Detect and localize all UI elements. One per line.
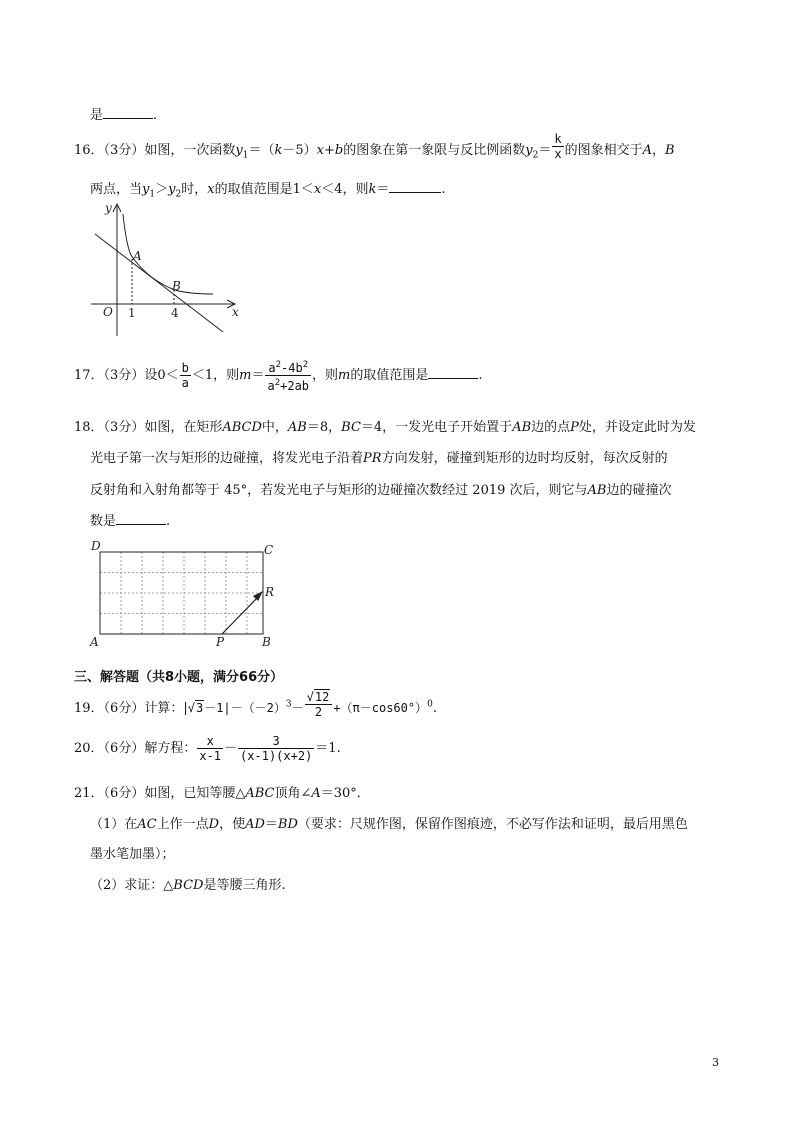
q18-var: AB <box>287 420 307 435</box>
fraction-denominator: x <box>554 147 562 161</box>
q20-score: （6分） <box>103 741 145 756</box>
q16-var: k <box>368 182 377 197</box>
q20-text: 解方程： <box>144 741 197 756</box>
x-axis-label: x <box>232 305 239 319</box>
label-c: C <box>264 543 274 557</box>
q15-text: 是 <box>90 108 104 123</box>
q16-text: 两点，当 <box>90 182 143 197</box>
q17-score: （3分） <box>103 368 145 383</box>
q21-var: A <box>311 786 321 801</box>
q18-text: ＝8， <box>306 420 342 435</box>
q19-text: 计算：| <box>144 701 188 716</box>
q19-text: － <box>291 701 304 715</box>
answer-blank <box>103 106 153 119</box>
label-b: B <box>262 635 271 649</box>
q21-part2 <box>90 874 286 893</box>
q21-var: BCD <box>173 878 204 893</box>
page-number: 3 <box>712 1056 719 1069</box>
q18-rectangle-grid <box>88 538 288 650</box>
sqrt-sign: √ <box>187 701 195 715</box>
q16-text: 时， <box>181 182 208 197</box>
q17-text: ，则 <box>312 368 339 383</box>
q16-text: ＝（ <box>248 143 275 158</box>
q18-text: 边的点 <box>531 420 571 435</box>
q18-var: PR <box>363 451 382 466</box>
path-pr <box>222 595 260 634</box>
q18-text: 如图，在矩形 <box>144 420 223 435</box>
exponent: 2 <box>302 360 309 370</box>
q21-text: （1）在 <box>90 817 138 832</box>
q18-var: BC <box>341 420 361 435</box>
term: a <box>268 361 276 375</box>
q16-text: ＝ <box>538 143 552 158</box>
q21-text: 顶角∠ <box>274 786 312 801</box>
q16-text: －5） <box>282 143 317 158</box>
sqrt-radicand: 3 <box>195 701 204 715</box>
exponent: 2 <box>275 360 282 370</box>
point-a-label: A <box>133 249 142 263</box>
q16-var: b <box>334 143 344 158</box>
q16-var: y <box>525 143 533 158</box>
linear-function-line <box>95 234 223 332</box>
q18-line2 <box>90 447 668 466</box>
fraction-denominator: 2 <box>314 705 323 719</box>
q15-end: . <box>153 108 158 123</box>
fraction-denominator <box>265 376 311 393</box>
q21-number: 21． <box>74 786 104 801</box>
q20-fraction-1 <box>197 734 223 763</box>
q17-end: . <box>478 368 483 383</box>
origin-label: O <box>103 305 113 319</box>
q16-sub: 2 <box>175 189 182 200</box>
q18-var: P <box>570 420 579 435</box>
exponent: 0 <box>427 699 433 710</box>
q16-var: B <box>664 143 675 158</box>
q18-var: AB <box>587 483 607 498</box>
q17-text: 的取值范围是 <box>350 368 429 383</box>
q16-text: ＞ <box>155 182 169 197</box>
q21-score: （6分） <box>103 786 145 801</box>
q21-text: 是等腰三角形. <box>203 878 286 893</box>
q21-part1-line1 <box>90 813 688 832</box>
q18-line3 <box>90 479 672 498</box>
q21-text: 上作一点 <box>156 817 209 832</box>
q16-var: y <box>168 182 176 197</box>
q16-var: x <box>316 143 324 158</box>
q20-fraction-2 <box>238 734 314 763</box>
q18-line1 <box>74 416 696 435</box>
tick-label-4: 4 <box>171 306 179 320</box>
q19-score: （6分） <box>103 701 145 716</box>
q21-var: BD <box>277 817 298 832</box>
q20-text: ＝1. <box>315 741 341 756</box>
q16-score: （3分） <box>103 143 145 158</box>
tick-label-1: 1 <box>128 306 136 320</box>
q18-text: 方向发射，碰撞到矩形的边时均反射，每次反射的 <box>381 451 668 466</box>
term: -4b <box>281 361 303 375</box>
q21-var: ABC <box>245 786 275 801</box>
q21-var: AC <box>137 817 157 832</box>
fraction-denominator: a <box>181 376 189 390</box>
term: +2ab <box>280 379 310 393</box>
q16-sub: 1 <box>149 189 156 200</box>
section-heading: 三、解答题（共8小题，满分66分） <box>74 670 284 685</box>
q19-fraction <box>305 690 333 719</box>
label-r: R <box>265 585 275 599</box>
q18-text: ＝4，一发光电子开始置于 <box>360 420 513 435</box>
q18-var: AB <box>512 420 532 435</box>
label-a: A <box>90 635 99 649</box>
q16-text: 的图象相交于 <box>564 143 643 158</box>
fraction-numerator: k <box>554 132 562 146</box>
fraction-numerator: x <box>197 734 223 749</box>
q17-var: m <box>338 368 351 383</box>
answer-blank <box>389 180 441 193</box>
q21-text: ，使 <box>219 817 246 832</box>
q20-line <box>74 734 341 763</box>
q16-sub: 2 <box>532 150 539 161</box>
q21-part1-line2 <box>90 843 175 862</box>
label-p: P <box>216 635 225 649</box>
fraction-numerator: 3 <box>238 734 314 749</box>
exponent: 3 <box>285 699 292 710</box>
label-d: D <box>91 539 101 553</box>
q18-number: 18． <box>74 420 104 435</box>
q21-text: 如图，已知等腰△ <box>144 786 246 801</box>
q16-var: x <box>313 182 322 197</box>
q21-text: 墨水笔加墨）； <box>90 847 175 862</box>
q16-line1 <box>74 132 675 161</box>
q16-number: 16． <box>74 143 104 158</box>
q16-var: k <box>274 143 283 158</box>
arrow-head <box>253 591 263 601</box>
q18-line4 <box>90 510 170 529</box>
q15-tail <box>90 104 157 123</box>
sqrt-sign: √ <box>306 690 314 704</box>
q19-number: 19． <box>74 701 104 716</box>
q21-var: D <box>208 817 220 832</box>
fraction-numerator <box>305 690 333 705</box>
exponent: 2 <box>274 378 281 388</box>
q19-end: . <box>432 701 437 716</box>
q16-var: y <box>235 143 243 158</box>
fraction-numerator <box>265 358 311 376</box>
q17-var: m <box>239 368 252 383</box>
q18-text: 处，并设定此时为发 <box>578 420 696 435</box>
q21-text: ＝30°． <box>320 786 370 801</box>
q16-text: 的取值范围是1＜ <box>214 182 314 197</box>
q16-graph <box>85 196 250 342</box>
answer-blank <box>428 366 478 379</box>
q17-line <box>74 358 483 393</box>
q17-fraction-m <box>265 358 311 393</box>
fraction-denominator: (x-1)(x+2) <box>240 749 313 763</box>
point-b-label: B <box>172 279 181 293</box>
q17-fraction-ba <box>180 361 191 390</box>
q18-end: . <box>166 514 171 529</box>
answer-blank <box>116 512 166 525</box>
q16-sub: 1 <box>242 150 249 161</box>
q16-var: A <box>642 143 652 158</box>
q19-text: +（π－cos60°） <box>333 701 428 715</box>
q20-number: 20． <box>74 741 104 756</box>
q18-var: ABCD <box>222 420 262 435</box>
q16-fraction <box>552 132 563 161</box>
term: a <box>267 379 275 393</box>
y-axis-label: y <box>105 201 112 215</box>
q16-text: ， <box>651 143 665 158</box>
q18-text: 边的碰撞次 <box>606 483 672 498</box>
fraction-numerator: b <box>181 361 189 375</box>
q17-text: 设0＜ <box>144 368 179 383</box>
q20-text: － <box>224 741 238 756</box>
q16-text: 的图象在第一象限与反比例函数 <box>343 143 526 158</box>
q19-text: －1|－（－2） <box>204 701 286 715</box>
q16-end: . <box>441 182 446 197</box>
q21-text: （要求：尺规作图，保留作图痕迹，不必写作法和证明，最后用黑色 <box>297 817 688 832</box>
q18-text: 数是 <box>90 514 117 529</box>
q17-number: 17． <box>74 368 104 383</box>
q16-text: ＝ <box>376 182 390 197</box>
q21-text: （2）求证：△ <box>90 878 174 893</box>
q16-text: + <box>323 143 335 158</box>
q17-text: ＝ <box>251 368 265 383</box>
q16-text: ＜4，则 <box>321 182 369 197</box>
q21-var: AD <box>245 817 265 832</box>
sqrt-radicand: 12 <box>314 690 330 704</box>
q21-line1 <box>74 782 370 801</box>
q18-text: 反射角和入射角都等于 45°，若发光电子与矩形的边碰撞次数经过 2019 次后，则它与 <box>90 483 588 498</box>
q21-text: ＝ <box>264 817 278 832</box>
q18-text: 光电子第一次与矩形的边碰撞，将发光电子沿着 <box>90 451 364 466</box>
q18-text: 中， <box>261 420 288 435</box>
q16-var: x <box>207 182 215 197</box>
q18-score: （3分） <box>103 420 145 435</box>
fraction-denominator: x-1 <box>199 749 222 763</box>
q17-text: ＜1，则 <box>191 368 240 383</box>
q16-var: y <box>142 182 150 197</box>
q16-text: 如图，一次函数 <box>144 143 236 158</box>
q19-line <box>74 690 437 719</box>
